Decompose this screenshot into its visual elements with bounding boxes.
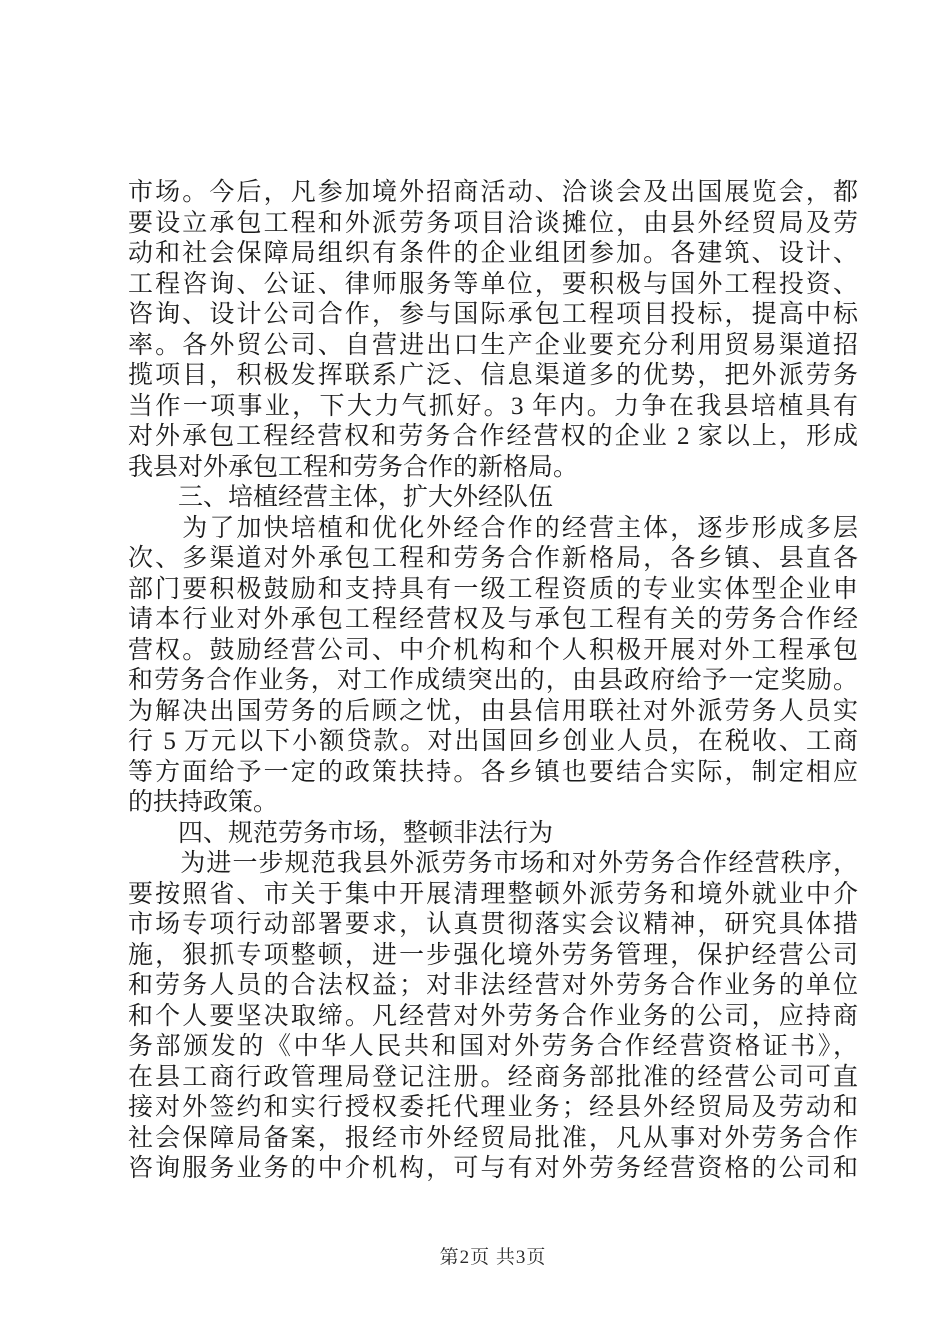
document-line-32: 社会保障局备案，报经市外经贸局批准，凡从事对外劳务合作 xyxy=(128,1124,858,1152)
document-line-5: 咨询、设计公司合作，参与国际承包工程项目投标，提高中标 xyxy=(128,301,858,328)
document-line-28: 和个人要坚决取缔。凡经营对外劳务合作业务的公司，应持商 xyxy=(128,1002,858,1030)
document-line-18: 为解决出国劳务的后顾之忧，由县信用联社对外派劳务人员实 xyxy=(128,697,858,725)
document-line-25: 市场专项行动部署要求，认真贯彻落实会议精神，研究具体措 xyxy=(128,911,858,938)
document-line-22: 四、规范劳务市场，整顿非法行为 xyxy=(128,819,554,847)
document-line-24: 要按照省、市关于集中开展清理整顿外派劳务和境外就业中介 xyxy=(128,880,858,908)
document-line-27: 和劳务人员的合法权益；对非法经营对外劳务合作业务的单位 xyxy=(128,972,858,999)
document-line-8: 当作一项事业，下大力气抓好。3 年内。力争在我县培植具有 xyxy=(128,392,858,420)
document-body xyxy=(128,178,858,1185)
document-line-10: 我县对外承包工程和劳务合作的新格局。 xyxy=(128,453,579,481)
document-line-7: 揽项目，积极发挥联系广泛、信息渠道多的优势，把外派劳务 xyxy=(128,362,858,389)
page-number-indicator: 第2页 共3页 xyxy=(439,1247,547,1268)
page-footer xyxy=(128,1242,858,1269)
document-line-9: 对外承包工程经营权和劳务合作经营权的企业 2 家以上，形成 xyxy=(128,423,858,450)
document-line-17: 和劳务合作业务，对工作成绩突出的，由县政府给予一定奖励。 xyxy=(128,667,858,694)
document-line-4: 工程咨询、公证、律师服务等单位，要积极与国外工程投资、 xyxy=(128,270,858,298)
document-line-19: 行 5 万元以下小额贷款。对出国回乡创业人员，在税收、工商 xyxy=(128,728,858,755)
document-line-31: 接对外签约和实行授权委托代理业务；经县外经贸局及劳动和 xyxy=(128,1094,858,1121)
document-line-29: 务部颁发的《中华人民共和国对外劳务合作经营资格证书》， xyxy=(128,1033,858,1060)
document-line-16: 营权。鼓励经营公司、中介机构和个人积极开展对外工程承包 xyxy=(128,636,858,664)
document-line-3: 动和社会保障局组织有条件的企业组团参加。各建筑、设计、 xyxy=(128,240,858,267)
document-line-20: 等方面给予一定的政策扶持。各乡镇也要结合实际，制定相应 xyxy=(128,758,858,786)
document-line-1: 市场。今后，凡参加境外招商活动、洽谈会及出国展览会，都 xyxy=(128,179,858,206)
document-line-2: 要设立承包工程和外派劳务项目洽谈摊位，由县外经贸局及劳 xyxy=(128,209,858,237)
document-line-30: 在县工商行政管理局登记注册。经商务部批准的经营公司可直 xyxy=(128,1063,858,1091)
document-line-14: 部门要积极鼓励和支持具有一级工程资质的专业实体型企业申 xyxy=(128,575,858,603)
document-line-15: 请本行业对外承包工程经营权及与承包工程有关的劳务合作经 xyxy=(128,606,858,633)
document-line-26: 施，狠抓专项整顿，进一步强化境外劳务管理，保护经营公司 xyxy=(128,941,858,969)
document-line-33: 咨询服务业务的中介机构，可与有对外劳务经营资格的公司和 xyxy=(128,1155,858,1182)
document-line-13: 次、多渠道对外承包工程和劳务合作新格局，各乡镇、县直各 xyxy=(128,545,858,572)
document-line-6: 率。各外贸公司、自营进出口生产企业要充分利用贸易渠道招 xyxy=(128,331,858,359)
document-line-12: 为了加快培植和优化外经合作的经营主体，逐步形成多层 xyxy=(128,514,858,542)
document-line-23: 为进一步规范我县外派劳务市场和对外劳务合作经营秩序， xyxy=(128,850,858,877)
document-line-21: 的扶持政策。 xyxy=(128,789,279,816)
document-line-11: 三、培植经营主体，扩大外经队伍 xyxy=(128,484,554,511)
